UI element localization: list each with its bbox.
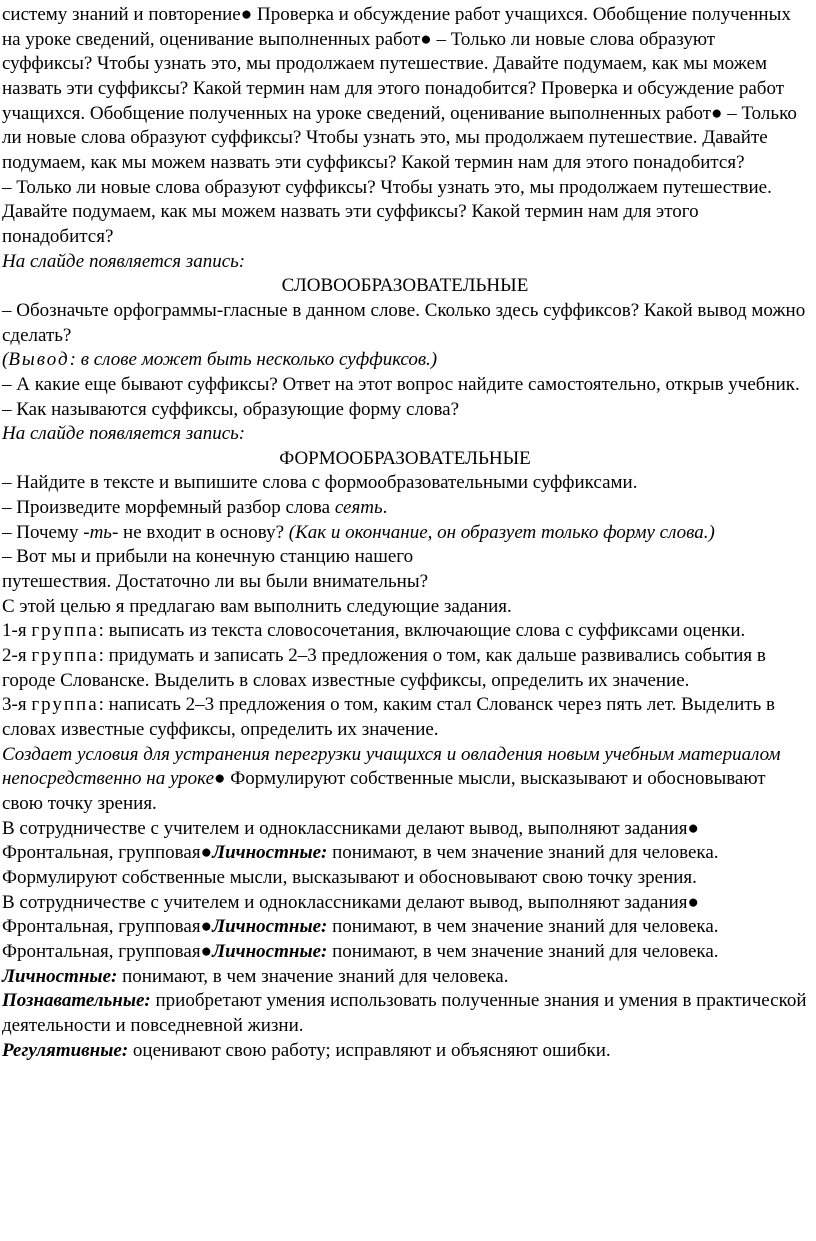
line: – Вот мы и прибыли на конечную станцию нашего (2, 546, 414, 568)
suffix: ть (89, 521, 112, 543)
text: – Произведите морфемный разбор слова (2, 497, 335, 519)
text: понимают, в чем значение знаний для человека. (327, 916, 719, 938)
group-word: группа (31, 620, 99, 642)
paragraph-morpheme (2, 496, 808, 521)
text: – Только ли новые слова образуют суффиксы? Чтобы узнать это, мы продолжаем путешествие. Давайте подумаем, как мы можем назвать эти суффиксы? Какой термин нам для этого понадобится? (2, 102, 797, 173)
group-task-3 (2, 693, 808, 742)
italic-text: Создает условия для устранения перегрузки учащихся и овладения новым учебным материалом непосредственно на уроке (2, 743, 781, 790)
text: - не входит в основу? (111, 521, 289, 543)
bullet-icon: ● (687, 817, 699, 839)
group-task-1 (2, 619, 808, 644)
paragraph-regulatory (2, 1039, 808, 1064)
answer: (Как и окончание, он образует только форму слова.) (288, 521, 715, 543)
text: – Только ли новые слова образуют суффиксы? Чтобы узнать это, мы продолжаем путешествие. Давайте подумаем, как мы можем назвать эти суффиксы? Какой термин нам для этого понадобится? Проверка и обсуждение работ учащихся. Обобщение полученных на уроке сведений, оценивание выполненных работ (2, 28, 784, 124)
paragraph-cooperation (2, 891, 808, 940)
label-personal: Личностные: (212, 916, 328, 938)
text: систему знаний и повторение (2, 4, 241, 25)
bullet-icon: ● (200, 842, 213, 864)
paragraph-why (2, 521, 808, 546)
heading-word-formation: СЛОВООБРАЗОВАТЕЛЬНЫЕ (281, 275, 529, 297)
text: оценивают свою работу; исправляют и объясняют ошибки. (128, 1039, 611, 1061)
line: путешествия. Достаточно ли вы были внимательны? (2, 571, 429, 593)
word: сеять (334, 497, 383, 519)
paragraph-question: – Только ли новые слова образуют суффиксы? Чтобы узнать это, мы продолжаем путешествие. Давайте подумаем, как мы можем назвать эти суффиксы? Какой термин нам для этого понадобится? (2, 176, 772, 247)
paragraph-orthograms: – Обозначьте орфограммы-гласные в данном слове. Сколько здесь суффиксов? Какой вывод можно сделать? (2, 299, 806, 346)
text: 2-я (2, 645, 32, 667)
bullet-icon: ● (240, 4, 253, 25)
bullet-icon: ● (200, 916, 213, 938)
text: : написать 2–3 предложения о том, каким стал Слованск через пять лет. Выделить в словах известные суффиксы, определить их значение. (2, 694, 775, 741)
label-cognitive: Познавательные: (2, 990, 151, 1012)
text: понимают, в чем значение знаний для человека. (327, 842, 719, 864)
bullet-icon: ● (687, 891, 699, 913)
heading-form-formation: ФОРМООБРАЗОВАТЕЛЬНЫЕ (279, 447, 531, 469)
paragraph-cognitive (2, 989, 808, 1038)
text: понимают, в чем значение знаний для человека. (117, 965, 509, 987)
paragraph-conditions (2, 743, 808, 817)
bullet-icon: ● (711, 102, 723, 124)
text: Формулируют собственные мысли, высказывают и обосновывают свою точку зрения. (2, 768, 766, 814)
text: ( (2, 349, 9, 371)
text: приобретают умения использовать полученные знания и умения в практической деятельности и повседневной жизни. (2, 990, 807, 1036)
label-personal: Личностные: (212, 940, 328, 962)
label-personal: Личностные: (2, 965, 118, 987)
group-word: группа (31, 645, 99, 667)
text: – Почему - (2, 521, 90, 543)
paragraph-find-words: – Найдите в тексте и выпишите слова с формообразовательными суффиксами. (2, 472, 638, 494)
label-personal: Личностные: (212, 842, 328, 864)
label-regulatory: Регулятивные: (2, 1039, 129, 1061)
slide-note (2, 250, 808, 275)
text: понимают, в чем значение знаний для человека. (327, 940, 719, 962)
text: Проверка и обсуждение работ учащихся. Обобщение полученных на уроке сведений, оценивание выполненных работ (2, 4, 791, 50)
paragraph-cooperation (2, 817, 808, 866)
text: Фронтальная, групповая (2, 842, 201, 864)
paragraph-tasks-intro: С этой целью я предлагаю вам выполнить следующие задания. (2, 595, 512, 617)
group-task-2 (2, 644, 808, 693)
slide-note-text: На слайде появляется запись: (2, 423, 246, 445)
paragraph-personal (2, 965, 808, 990)
text: : выписать из текста словосочетания, включающие слова с суффиксами оценки. (98, 620, 746, 642)
conclusion-word: Вывод (8, 349, 70, 371)
bullet-icon: ● (420, 28, 432, 50)
text: 1-я (2, 620, 32, 642)
slide-note-text: На слайде появляется запись: (2, 250, 246, 272)
bullet-icon: ● (200, 940, 213, 962)
paragraph-frontal (2, 940, 808, 965)
group-word: группа (31, 694, 99, 716)
text: В сотрудничестве с учителем и одноклассниками делают вывод, выполняют задания (2, 817, 688, 839)
text: 3-я (2, 694, 32, 716)
text: Фронтальная, групповая (2, 940, 201, 962)
paragraph-final-station (2, 545, 808, 594)
text: Фронтальная, групповая (2, 916, 201, 938)
conclusion (2, 348, 808, 373)
bullet-icon: ● (214, 768, 226, 790)
text: В сотрудничестве с учителем и одноклассниками делают вывод, выполняют задания (2, 891, 688, 913)
slide-note (2, 422, 808, 447)
text: : в слове может быть несколько суффиксов.) (69, 349, 438, 371)
text: . (382, 497, 388, 519)
paragraph-review (2, 3, 808, 176)
paragraph-formulate: Формулируют собственные мысли, высказывают и обосновывают свою точку зрения. (2, 866, 697, 888)
paragraph-form-suffixes: – Как называются суффиксы, образующие форму слова? (2, 398, 460, 420)
paragraph-other-suffixes: – А какие еще бывают суффиксы? Ответ на этот вопрос найдите самостоятельно, открыв учебник. (2, 373, 800, 395)
text: : придумать и записать 2–3 предложения о том, как дальше развивались события в городе Слованске. Выделить в словах известные суффиксы, определить их значение. (2, 645, 766, 691)
